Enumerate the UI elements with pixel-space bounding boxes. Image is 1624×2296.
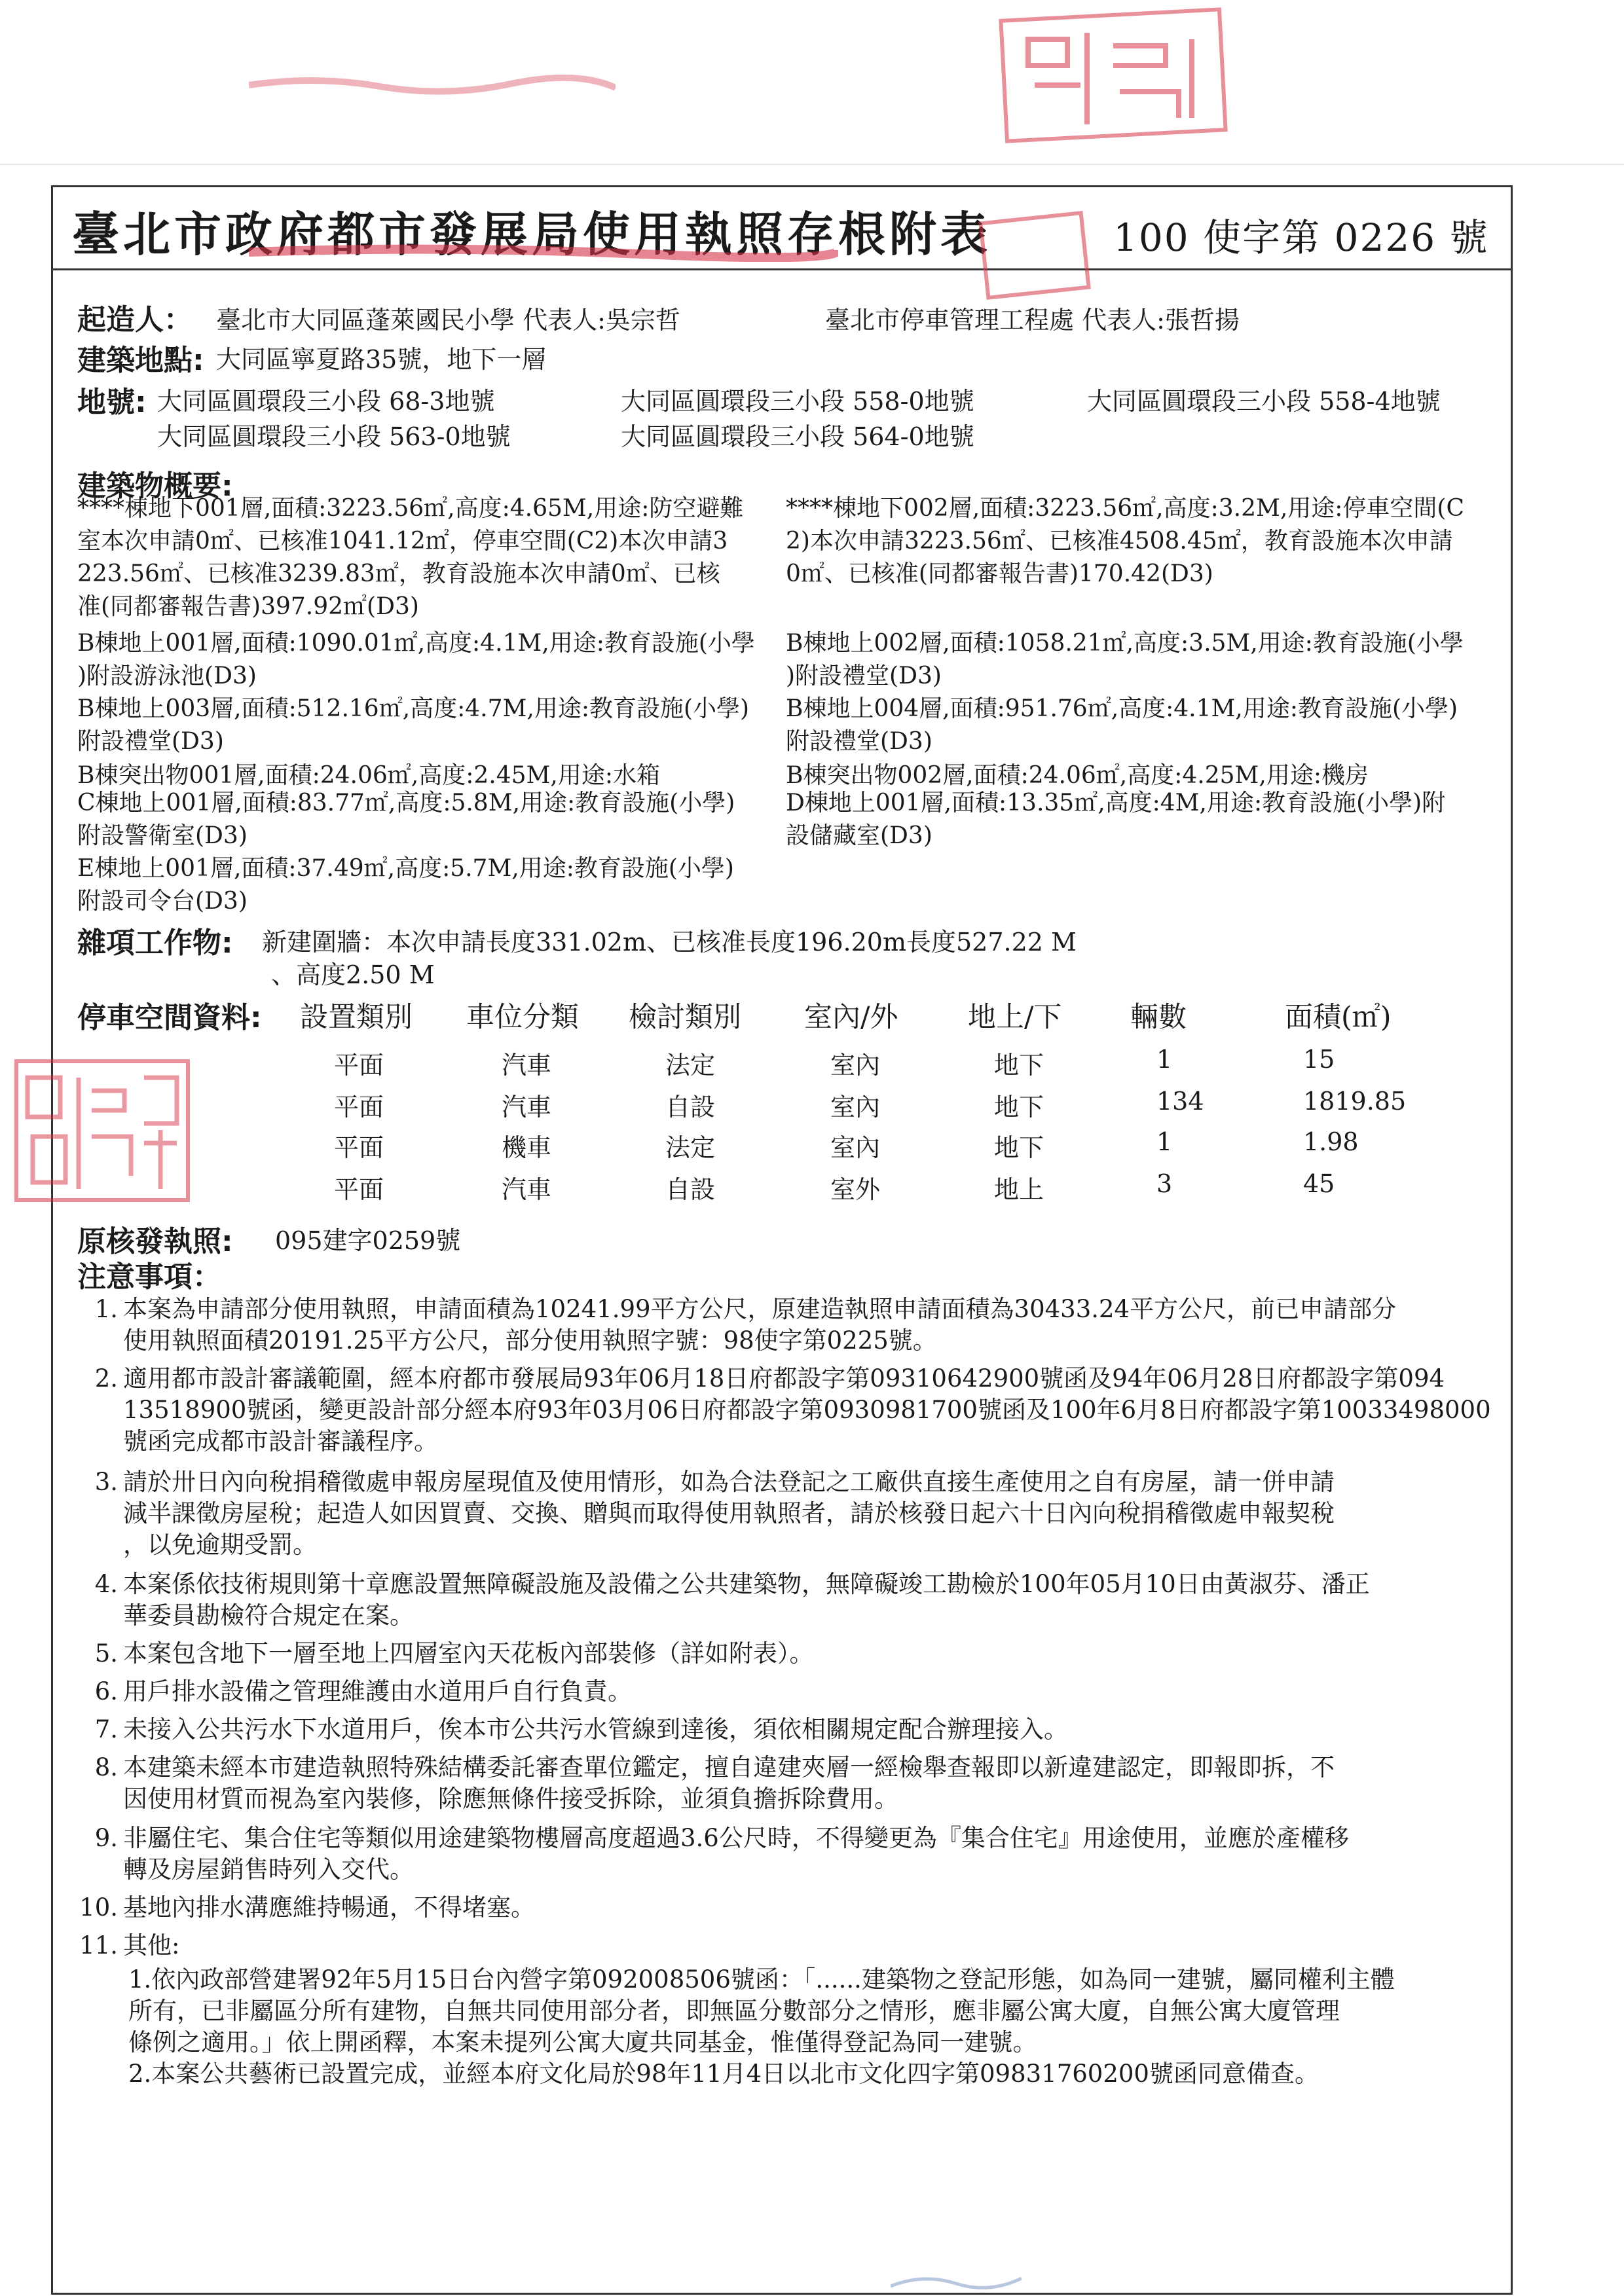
note-line: 其他: [123, 1931, 180, 1959]
lot-item: 大同區圓環段三小段 564-0地號 [621, 422, 974, 451]
note-line: 請於卅日內向稅捐稽徵處申報房屋現值及使用情形，如為合法登記之工廠供直接生產使用之自有房屋，請一併申請 [123, 1468, 1335, 1496]
note-number: 6. [94, 1677, 118, 1705]
title-red-underline [249, 242, 838, 262]
site-value: 大同區寧夏路35號，地下一層 [216, 345, 547, 374]
title-separator [51, 268, 1513, 270]
original-permit-label: 原核發執照: [77, 1225, 233, 1258]
parking-header-cell: 地上/下 [968, 1001, 1062, 1034]
note-line: 基地內排水溝應維持暢通，不得堵塞。 [123, 1893, 535, 1922]
parking-header-cell: 面積(㎡) [1285, 1001, 1392, 1034]
parking-cell: 15 [1303, 1045, 1335, 1074]
overview-left-line: )附設游泳池(D3) [77, 663, 257, 689]
parking-header-cell: 輛數 [1130, 1001, 1187, 1034]
overview-right-line: 0㎡、已核准(同都審報告書)170.42(D3) [786, 560, 1213, 587]
note-line: 因使用材質而視為室內裝修，除應無條件接受拆除，並須負擔拆除費用。 [123, 1785, 898, 1813]
lot-item: 大同區圓環段三小段 558-4地號 [1087, 387, 1441, 416]
overview-right-line: 設儲藏室(D3) [786, 822, 932, 849]
sub-note-line: 所有，已非屬區分所有建物，自無共同使用部分者，即無區分數部分之情形，應非屬公寓大廈，自無公寓大廈管理 [128, 1997, 1340, 2025]
overview-left-line: B棟地上001層,面積:1090.01㎡,高度:4.1M,用途:教育設施(小學 [77, 630, 755, 657]
parking-label: 停車空間資料: [77, 1001, 262, 1034]
lot-item: 大同區圓環段三小段 558-0地號 [621, 387, 974, 416]
parking-cell: 法定 [665, 1133, 716, 1162]
parking-header-cell: 設置類別 [300, 1001, 413, 1034]
parking-cell: 1 [1156, 1045, 1173, 1074]
note-number: 9. [94, 1824, 118, 1852]
bottom-scan-mark [891, 2272, 1022, 2291]
sub-note-line: 條例之適用。」依上開函釋，本案未提列公寓大廈共同基金，惟僅得登記為同一建號。 [128, 2028, 1037, 2056]
note-number: 4. [94, 1570, 118, 1598]
overview-right-line: )附設禮堂(D3) [786, 663, 942, 689]
parking-cell: 1.98 [1303, 1127, 1359, 1156]
note-line: 本案包含地下一層至地上四層室內天花板內部裝修（詳如附表）。 [123, 1639, 814, 1667]
note-line: 適用都市設計審議範圍，經本府都市發展局93年06月18日府都設字第09310642900號函及94年06月28日府都設字第094 [123, 1364, 1445, 1393]
note-line: 轉及房屋銷售時列入交代。 [123, 1855, 414, 1884]
note-number: 5. [94, 1639, 118, 1667]
overview-left-line: B棟突出物001層,面積:24.06㎡,高度:2.45M,用途:水箱 [77, 762, 660, 789]
note-line: 非屬住宅、集合住宅等類似用途建築物樓層高度超過3.6公尺時，不得變更為『集合住宅』用途使用，並應於產權移 [123, 1824, 1349, 1852]
overview-right-line: B棟地上004層,面積:951.76㎡,高度:4.1M,用途:教育設施(小學) [786, 695, 1458, 722]
left-seal-marks [20, 1065, 185, 1197]
top-seal-marks [1008, 20, 1225, 137]
parking-cell: 法定 [665, 1051, 716, 1080]
overview-right-line: 附設禮堂(D3) [786, 728, 932, 755]
original-permit-value: 095建字0259號 [275, 1226, 461, 1255]
parking-cell: 地上 [994, 1175, 1044, 1204]
lots-label: 地號: [77, 386, 147, 419]
overview-left-line: B棟地上003層,面積:512.16㎡,高度:4.7M,用途:教育設施(小學) [77, 695, 750, 722]
overview-left-line: E棟地上001層,面積:37.49㎡,高度:5.7M,用途:教育設施(小學) [77, 855, 734, 882]
overview-left-line: ****棟地下001層,面積:3223.56㎡,高度:4.65M,用途:防空避難 [77, 495, 744, 522]
note-number: 10. [79, 1893, 118, 1922]
parking-cell: 地下 [994, 1093, 1044, 1121]
lot-item: 大同區圓環段三小段 563-0地號 [157, 422, 511, 451]
overview-left-line: 室本次申請0㎡、已核准1041.12㎡，停車空間(C2)本次申請3 [77, 528, 728, 555]
parking-cell: 汽車 [502, 1093, 552, 1121]
parking-cell: 平面 [334, 1175, 384, 1204]
parking-cell: 室內 [830, 1133, 881, 1162]
parking-cell: 平面 [334, 1133, 384, 1162]
note-line: 13518900號函，變更設計部分經本府93年03月06日府都設字第0930981700號函及100年6月8日府都設字第10033498000 [123, 1396, 1491, 1424]
parking-cell: 汽車 [502, 1175, 552, 1204]
parking-cell: 自設 [665, 1093, 716, 1121]
misc-line: 新建圍牆：本次申請長度331.02m、已核准長度196.20m長度527.22 M [262, 928, 1077, 957]
note-line: 號函完成都市設計審議程序。 [123, 1427, 438, 1455]
parking-cell: 134 [1156, 1087, 1204, 1116]
applicant-right: 臺北市停車管理工程處 代表人:張哲揚 [825, 306, 1240, 335]
parking-cell: 室內 [830, 1093, 881, 1121]
note-number: 1. [94, 1295, 118, 1323]
parking-header-cell: 檢討類別 [629, 1001, 741, 1034]
parking-cell: 地下 [994, 1051, 1044, 1080]
overview-left-line: 准(同都審報告書)397.92㎡(D3) [77, 593, 419, 620]
permit-number: 100 使字第 0226 號 [1113, 215, 1489, 260]
parking-cell: 1819.85 [1303, 1087, 1407, 1116]
note-number: 8. [94, 1753, 118, 1781]
parking-header-cell: 車位分類 [466, 1001, 579, 1034]
overview-right-line: B棟突出物002層,面積:24.06㎡,高度:4.25M,用途:機房 [786, 762, 1369, 789]
overview-left-line: 附設禮堂(D3) [77, 728, 224, 755]
parking-cell: 平面 [334, 1093, 384, 1121]
note-line: 本建築未經本市建造執照特殊結構委託審查單位鑑定，擅自違建夾層一經檢舉查報即以新違建認定，即報即拆，不 [123, 1753, 1335, 1781]
parking-cell: 室內 [830, 1051, 881, 1080]
parking-cell: 平面 [334, 1051, 384, 1080]
note-line: 用戶排水設備之管理維護由水道用戶自行負責。 [123, 1677, 632, 1705]
overview-right-line: B棟地上002層,面積:1058.21㎡,高度:3.5M,用途:教育設施(小學 [786, 630, 1464, 657]
note-line: 本案為申請部分使用執照，申請面積為10241.99平方公尺，原建造執照申請面積為30433.24平方公尺，前已申請部分 [123, 1295, 1397, 1323]
top-smudge [249, 72, 616, 98]
note-line: 未接入公共污水下水道用戶，俟本市公共污水管線到達後，須依相關規定配合辦理接入。 [123, 1715, 1068, 1743]
note-number: 2. [94, 1364, 118, 1393]
lot-item: 大同區圓環段三小段 68-3地號 [157, 387, 495, 416]
note-number: 3. [94, 1468, 118, 1496]
title-seal-stamp [978, 211, 1091, 300]
site-label: 建築地點: [77, 344, 204, 377]
sub-note-line: 2.本案公共藝術已設置完成，並經本府文化局於98年11月4日以北市文化四字第09831760200號函同意備查。 [128, 2060, 1319, 2088]
notes-label: 注意事項： [77, 1260, 221, 1294]
overview-left-line: 附設警衛室(D3) [77, 822, 248, 849]
parking-header-cell: 室內/外 [804, 1001, 898, 1034]
note-number: 7. [94, 1715, 118, 1743]
overview-right-line: ****棟地下002層,面積:3223.56㎡,高度:3.2M,用途:停車空間(C [786, 495, 1465, 522]
overview-left-line: C棟地上001層,面積:83.77㎡,高度:5.8M,用途:教育設施(小學) [77, 790, 735, 816]
parking-cell: 3 [1156, 1169, 1173, 1198]
note-line: 本案係依技術規則第十章應設置無障礙設施及設備之公共建築物，無障礙竣工勘檢於100年05月10日由黃淑芬、潘正 [123, 1570, 1370, 1598]
parking-cell: 1 [1156, 1127, 1173, 1156]
note-number: 11. [79, 1931, 118, 1959]
sub-note-line: 1.依內政部營建署92年5月15日台內營字第092008506號函：「......建築物之登記形態，如為同一建號，屬同權利主體 [128, 1965, 1395, 1994]
parking-cell: 機車 [502, 1133, 552, 1162]
note-line: 華委員勘檢符合規定在案。 [123, 1601, 414, 1630]
parking-cell: 室外 [830, 1175, 881, 1204]
overview-right-line: 2)本次申請3223.56㎡、已核准4508.45㎡，教育設施本次申請 [786, 528, 1453, 555]
parking-cell: 45 [1303, 1169, 1335, 1198]
misc-line: 、高度2.50 M [271, 960, 435, 989]
parking-cell: 自設 [665, 1175, 716, 1204]
note-line: 使用執照面積20191.25平方公尺，部分使用執照字號：98使字第0225號。 [123, 1326, 937, 1355]
overview-label: 建築物概要: [77, 469, 233, 503]
applicant-label: 起造人： [77, 303, 193, 337]
note-line: ，以免逾期受罰。 [123, 1531, 317, 1559]
overview-right-line: D棟地上001層,面積:13.35㎡,高度:4M,用途:教育設施(小學)附 [786, 790, 1446, 816]
overview-left-line: 223.56㎡、已核准3239.83㎡，教育設施本次申請0㎡、已核 [77, 560, 720, 587]
parking-cell: 汽車 [502, 1051, 552, 1080]
scan-edge-line [0, 164, 1624, 165]
overview-left-line: 附設司令台(D3) [77, 888, 248, 915]
misc-label: 雜項工作物: [77, 926, 233, 960]
parking-cell: 地下 [994, 1133, 1044, 1162]
applicant-left: 臺北市大同區蓬萊國民小學 代表人:吳宗哲 [216, 306, 680, 335]
note-line: 減半課徵房屋稅；起造人如因買賣、交換、贈與而取得使用執照者，請於核發日起六十日內向稅捐稽徵處申報契稅 [123, 1499, 1335, 1527]
page-title: 臺北市政府都市發展局使用執照存根附表 [72, 206, 992, 262]
